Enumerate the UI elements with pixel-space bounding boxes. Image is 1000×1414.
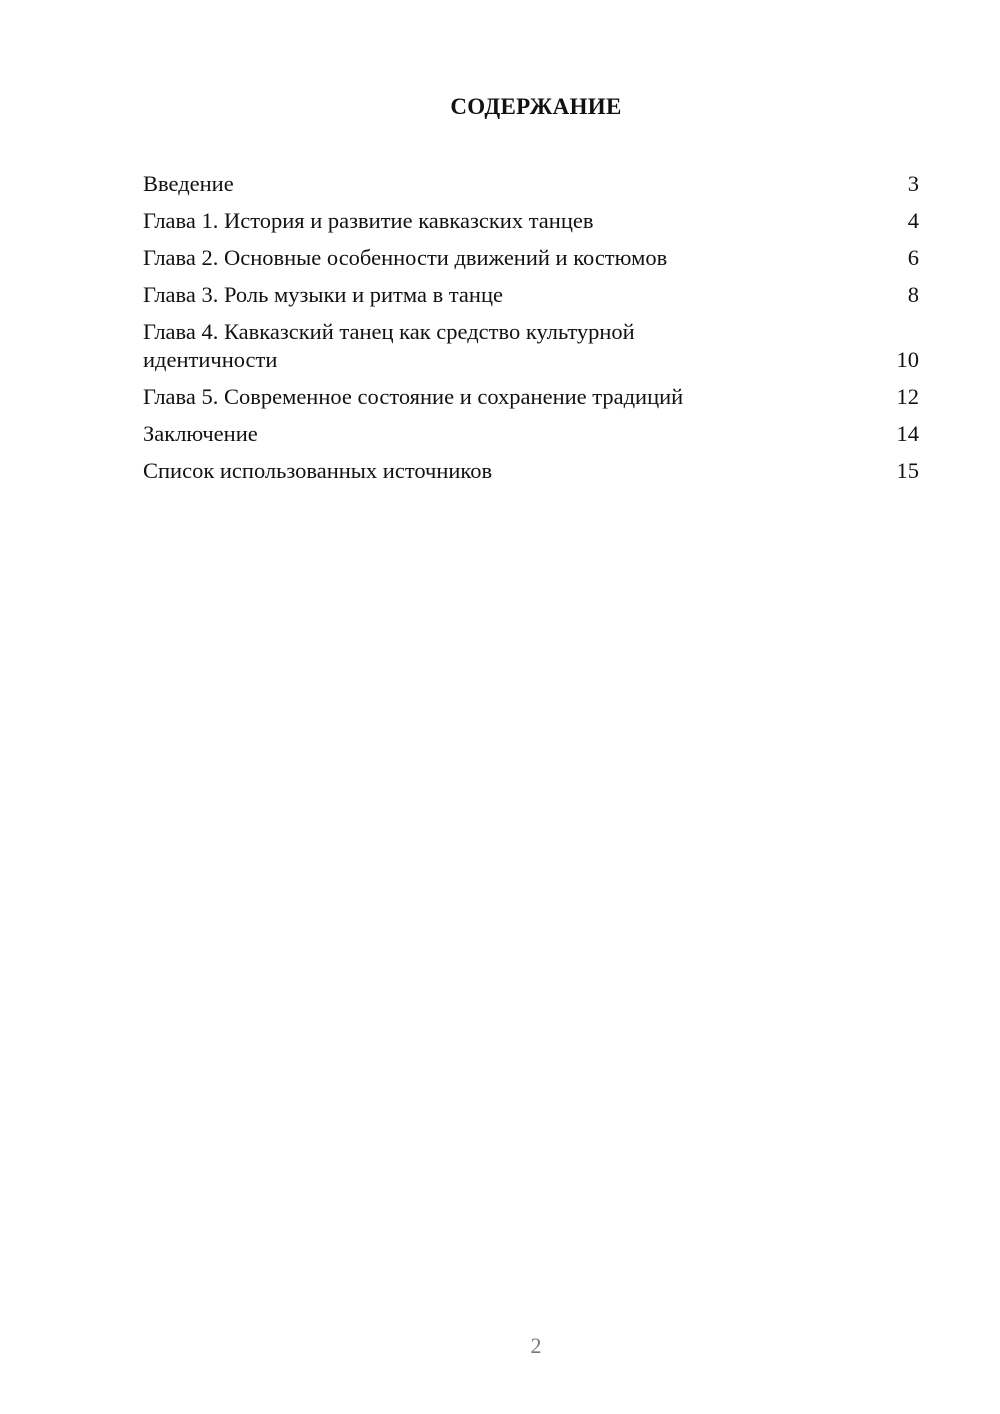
toc-list [143, 170, 919, 494]
toc-entry [143, 457, 919, 485]
toc-entry [143, 383, 919, 411]
toc-entry-label: Введение [143, 171, 234, 196]
toc-entry-label: Глава 3. Роль музыки и ритма в танце [143, 282, 503, 307]
page-number: 2 [530, 1333, 542, 1358]
toc-entry-page: 8 [907, 282, 919, 307]
toc-entry-label: Глава 2. Основные особенности движений и костюмов [143, 245, 668, 270]
toc-entry-page: 14 [896, 421, 919, 446]
toc-entry-label: Глава 1. История и развитие кавказских танцев [143, 208, 594, 233]
toc-entry [143, 170, 919, 198]
toc-entry-page: 10 [896, 347, 919, 372]
toc-entry [143, 207, 919, 235]
toc-entry [143, 244, 919, 272]
toc-entry-page: 4 [907, 208, 919, 233]
toc-title: СОДЕРЖАНИЕ [450, 94, 622, 119]
toc-entry [143, 420, 919, 448]
toc-entry-label: Глава 5. Современное состояние и сохранение традиций [143, 384, 684, 409]
toc-entry-label: Глава 4. Кавказский танец как средство культурной идентичности [143, 319, 635, 372]
toc-entry-page: 12 [896, 384, 919, 409]
toc-entry [143, 318, 919, 374]
toc-entry-label: Заключение [143, 421, 258, 446]
toc-entry [143, 281, 919, 309]
toc-entry-page: 6 [907, 245, 919, 270]
toc-entry-page: 15 [896, 458, 919, 483]
toc-entry-page: 3 [907, 171, 919, 196]
toc-entry-label: Список использованных источников [143, 458, 493, 483]
